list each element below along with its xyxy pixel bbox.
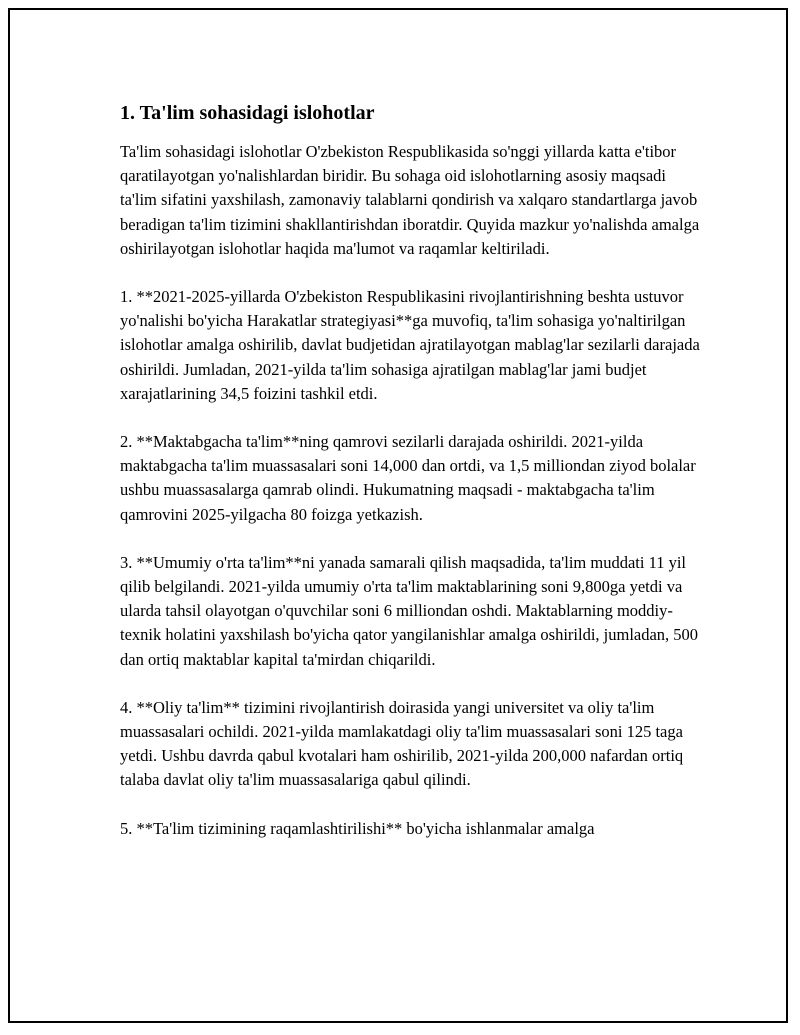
list-item-3: 3. **Umumiy o'rta ta'lim**ni yanada samarali qilish maqsadida, ta'lim muddati 11 yil qilib belgilandi. 2021-yilda umumiy o'rta ta'lim maktablarining soni 9,800ga yetdi va ularda tahsil olayotgan o'quvchilar soni 6 milliondan oshdi. Maktablarning moddiy-texnik holatini yaxshilash bo'yicha qator yangilanishlar amalga oshirildi, jumladan, 500 dan ortiq maktablar kapital ta'mirdan chiqarildi. (120, 552, 699, 669)
list-item-1: 1. **2021-2025-yillarda O'zbekiston Respublikasini rivojlantirishning beshta ustuvor yo'nalishi bo'yicha Harakatlar strategiyasi**ga muvofiq, ta'lim sohasiga yo'naltirilgan islohotlar amalga oshirilib, davlat budjetidan ajratilayotgan mablag'lar sezilarli darajada oshirildi. Jumladan, 2021-yilda ta'lim sohasiga ajratilgan mablag'lar jami budjet xarajatlarining 34,5 foizini tashkil etdi. (120, 287, 700, 403)
page-frame (8, 8, 788, 1023)
intro-paragraph: Ta'lim sohasidagi islohotlar O'zbekiston Respublikasida so'nggi yillarda katta e'tibor qaratilayotgan yo'nalishlardan biridir. Bu sohaga oid islohotlarning asosiy maqsadi ta'lim sifatini yaxshilash, zamonaviy talablarni qondirish va xalqaro standartlarga javob beradigan ta'lim tizimini shakllantirishdan iboratdir. Quyida mazkur yo'nalishda amalga oshirilayotgan islohotlar haqida ma'lumot va raqamlar keltiriladi. (120, 142, 700, 258)
section-title: 1. Ta'lim sohasidagi islohotlar (120, 102, 375, 124)
list-item-2: 2. **Maktabgacha ta'lim**ning qamrovi sezilarli darajada oshirildi. 2021-yilda maktabgacha ta'lim muassasalari soni 14,000 dan ortdi, va 1,5 milliondan ziyod bolalar ushbu muassasalarga qamrab olindi. Hukumatning maqsadi - maktabgacha ta'lim qamrovini 2025-yilgacha 80 foizga yetkazish. (120, 432, 696, 524)
document-body (120, 100, 702, 865)
list-item-5: 5. **Ta'lim tizimining raqamlashtirilishi** bo'yicha ishlanmalar amalga (120, 818, 595, 838)
list-item-4: 4. **Oliy ta'lim** tizimini rivojlantirish doirasida yangi universitet va oliy ta'lim muassasalari ochildi. 2021-yilda mamlakatdagi oliy ta'lim muassasalari soni 125 taga yetdi. Ushbu davrda qabul kvotalari ham oshirilib, 2021-yilda 200,000 nafardan ortiq talaba davlat oliy ta'lim muassasalariga qabul qilindi. (120, 697, 684, 790)
